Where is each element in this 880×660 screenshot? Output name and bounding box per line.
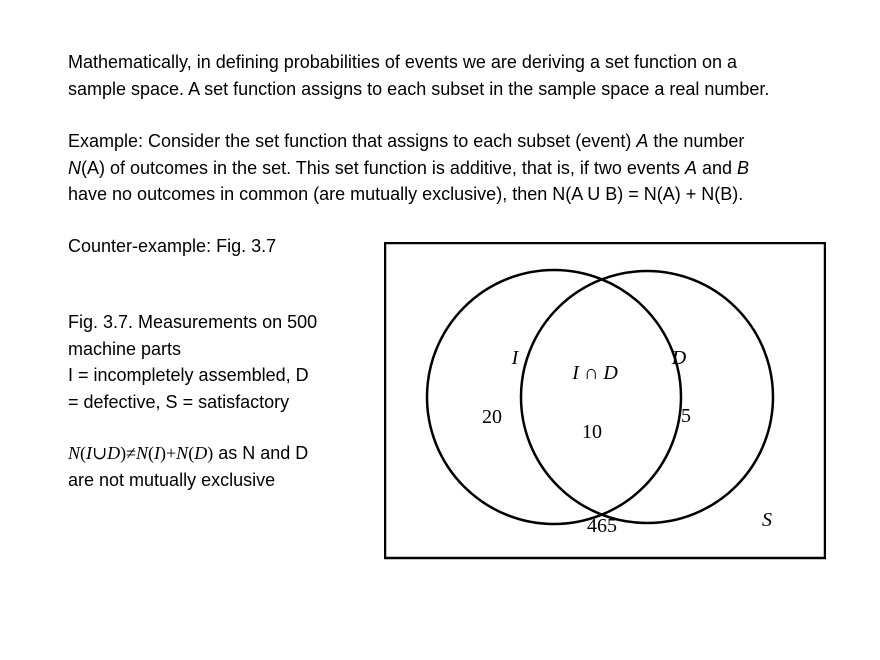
caption-line-1: Fig. 3.7. Measurements on 500 xyxy=(68,312,318,332)
formula-line-1: N(I∪D)≠N(I)+N(D) as N and D xyxy=(68,443,309,463)
example-line-3: have no outcomes in common (are mutually exclusive), then N(A U B) = N(A) + N(B). xyxy=(68,184,744,204)
count-i-only: 20 xyxy=(482,406,502,428)
count-both: 10 xyxy=(582,421,602,443)
counter-example-text: Counter-example: Fig. 3.7 xyxy=(68,236,277,256)
intro-paragraph xyxy=(68,49,858,102)
caption-line-3: I = incompletely assembled, D xyxy=(68,365,309,385)
formula-paragraph xyxy=(68,440,368,493)
figure-caption xyxy=(68,309,368,415)
inequality-formula: N(I∪D)≠N(I)+N(D) xyxy=(68,443,214,463)
circle-i xyxy=(427,270,681,524)
count-d-only: 5 xyxy=(681,405,691,427)
venn-diagram xyxy=(384,242,826,560)
label-s: S xyxy=(762,509,772,531)
formula-line-2: are not mutually exclusive xyxy=(68,469,276,490)
caption-line-2: machine parts xyxy=(68,338,182,359)
intro-line-2: sample space. A set function assigns to each subset in the sample space a real number. xyxy=(68,78,770,99)
count-neither: 465 xyxy=(587,515,617,537)
example-paragraph xyxy=(68,128,858,208)
example-line-2: N(A) of outcomes in the set. This set function is additive, that is, if two events A and B xyxy=(68,157,750,178)
label-i: I xyxy=(511,347,519,369)
caption-line-4: = defective, S = satisfactory xyxy=(68,391,290,412)
sample-space-rect xyxy=(385,243,825,558)
label-d: D xyxy=(671,347,687,369)
label-intersection: I ∩ D xyxy=(572,362,618,384)
example-line-1: Example: Consider the set function that assigns to each subset (event) A the number xyxy=(68,131,745,151)
intro-line-1: Mathematically, in defining probabilities of events we are deriving a set function on a xyxy=(68,52,738,72)
